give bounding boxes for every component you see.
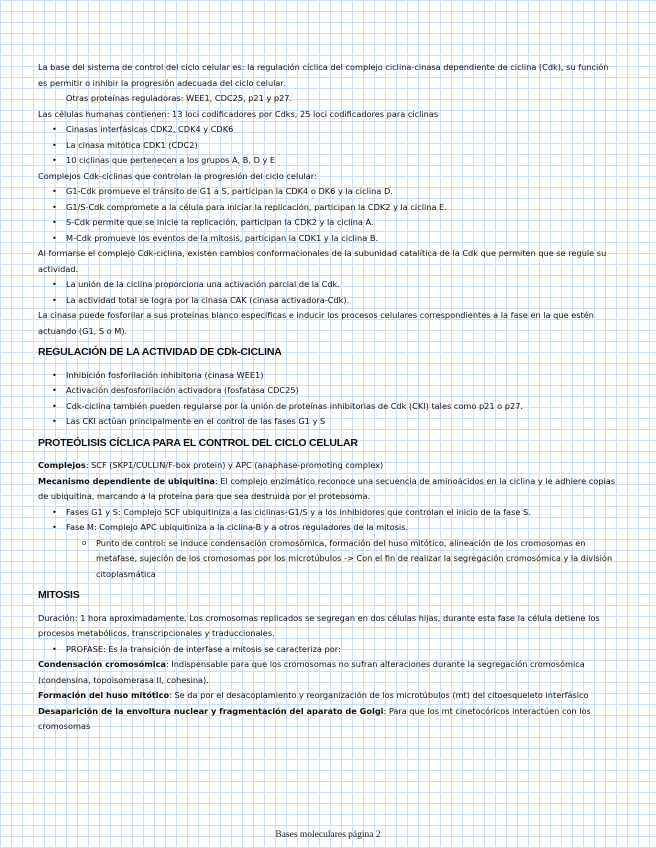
list-item: • Cinasas interfásicas CDK2, CDK4 y CDK6: [66, 122, 616, 138]
list-item: • La unión de la ciclina proporciona una activación parcial de la Cdk.: [66, 277, 616, 293]
intro-paragraph: La base del sistema de control del ciclo celular es: la regulación cíclica del complejo ciclina-cinasa dependiente de ciclina (Cdk), su función es permitir o inhibir la progresión adecuada del ciclo celular.: [38, 62, 609, 88]
regulatory-proteins-line: Otras proteínas reguladoras: WEE1, CDC25, p21 y p27.: [66, 93, 293, 103]
list-item: • Las CKI actúan principalmente en el control de las fases G1 y S: [66, 414, 616, 430]
complexes-definition: [38, 458, 616, 474]
term-label: Condensación cromosómica: [38, 659, 166, 669]
note-page: [38, 60, 616, 735]
list-item: • G1-Cdk promueve el tránsito de G1 a S, participan la CDK4 o DK6 y la ciclina D.: [66, 184, 616, 200]
sub-list-item: o Punto de control: se induce condensación cromosómica, formación del huso mitótico, alineación de los cromosomas en metafase, sujeción de los cromosomas por los microtúbulos -> Con el fin de realizar la segregación cromosómica y la división citoplasmática: [96, 536, 616, 583]
phosphorylation-paragraph: La cinasa puede fosforilar a sus proteínas blanco específicas e inducir los procesos celulares correspondientes a la fase en la que estén actuando (G1, S o M).: [38, 310, 594, 336]
list-item: • PROFASE: Es la transición de interfase a mitosis se caracteriza por:: [66, 642, 616, 658]
term-text: : SCF (SKP1/CULLIN/F-box protein) y APC (anaphase-promoting complex): [85, 460, 384, 470]
section-heading-proteolysis: PROTEÓLISIS CÍCLICA PARA EL CONTROL DEL CICLO CELULAR: [38, 436, 358, 449]
regulation-list: [38, 368, 616, 430]
envelope-paragraph: [38, 704, 616, 735]
list-item: • M-Cdk promueve los eventos de la mitosis, participan la CDK1 y la ciclina B.: [66, 231, 616, 247]
list-item: • Cdk-ciclina también pueden regularse por la unión de proteínas inhibitorias de Cdk (CKI) tales como p21 o p27.: [66, 399, 616, 415]
list-item: • La cinasa mitótica CDK1 (CDC2): [66, 138, 616, 154]
list-item: • La actividad total se logra por la cinasa CAK (cinasa activadora-Cdk).: [66, 293, 616, 309]
list-item: • 10 ciclinas que pertenecen a los grupos A, B, D y E: [66, 153, 616, 169]
term-label: Formación del huso mitótico: [38, 690, 170, 700]
list-item: • Activación desfosforilación activadora (fosfatasa CDC25): [66, 383, 616, 399]
term-text: : Se da por el desacoplamiento y reorganización de los microtúbulos (mt) del citoesqueleto interfásico: [169, 690, 589, 700]
page-footer: Bases moleculares página 2: [275, 830, 381, 840]
term-label: Complejos: [38, 460, 86, 470]
complexes-list: [38, 184, 616, 246]
section-heading-regulation: REGULACIÓN DE LA ACTIVIDAD DE CDk-CICLINA: [38, 346, 282, 358]
list-item: • G1/S-Cdk compromete a la célula para iniciar la replicación, participan la CDK2 y la ciclina E.: [66, 200, 616, 216]
term-text: : El complejo enzimático reconoce una secuencia de aminoácidos en la ciclina y le adhiere copias de ubiquitina, marcando a la proteína para que sea destruida por el proteosoma.: [38, 475, 616, 501]
conformational-paragraph: Al formarse el complejo Cdk-ciclina, existen cambios conformacionales de la subunidad catalítica de la Cdk que permiten que se regule su actividad.: [38, 248, 607, 274]
list-item: • S-Cdk permite que se inicie la replicación, participan la CDK2 y la ciclina A.: [66, 215, 616, 231]
term-text: : Indispensable para que los cromosomas no sufran alteraciones durante la segregación cromosómica (condensina, topoisomerasa II, cohesina).: [38, 659, 585, 685]
list-item: • Fases G1 y S: Complejo SCF ubiquitiniza a las ciclinas-G1/S y a los inhibidores que controlan el inicio de la fase S.: [66, 505, 616, 521]
spindle-paragraph: [38, 688, 616, 704]
condensation-paragraph: [38, 657, 616, 688]
activation-list: [38, 277, 616, 308]
cdk-list: [38, 122, 616, 169]
section-heading-mitosis: MITOSIS: [38, 589, 80, 601]
term-text: : Para que los mt cinetocóricos interactúen con los cromosomas: [38, 705, 591, 731]
term-label: Mecanismo dependiente de ubiquitina: [38, 475, 215, 486]
complexes-line: Complejos Cdk-ciclinas que controlan la progresión del ciclo celular:: [38, 170, 317, 181]
list-item: [66, 520, 616, 582]
checkpoint-sublist: [66, 536, 616, 583]
prophase-list: [38, 642, 616, 658]
phases-list: [38, 505, 616, 583]
term-label: Desaparición de la envoltura nuclear y fragmentación del aparato de Golgi: [38, 705, 384, 716]
list-item: • Inhibición fosforilación inhibitoria (cinasa WEE1): [66, 368, 616, 384]
list-item-text: Fase M: Complejo APC ubiquitiniza a la ciclina-B y a otros reguladores de la mitosis.: [66, 522, 409, 532]
ubiquitin-mechanism: [38, 474, 616, 505]
duration-paragraph: Duración: 1 hora aproximadamente. Los cromosomas replicados se segregan en dos células hijas, durante esta fase la célula detiene los procesos metabólicos, transcripcionales y traduccionales.: [38, 612, 600, 638]
human-cells-line: Las células humanas contienen: 13 loci codificadores por Cdks, 25 loci codificadores para ciclinas: [38, 108, 439, 119]
